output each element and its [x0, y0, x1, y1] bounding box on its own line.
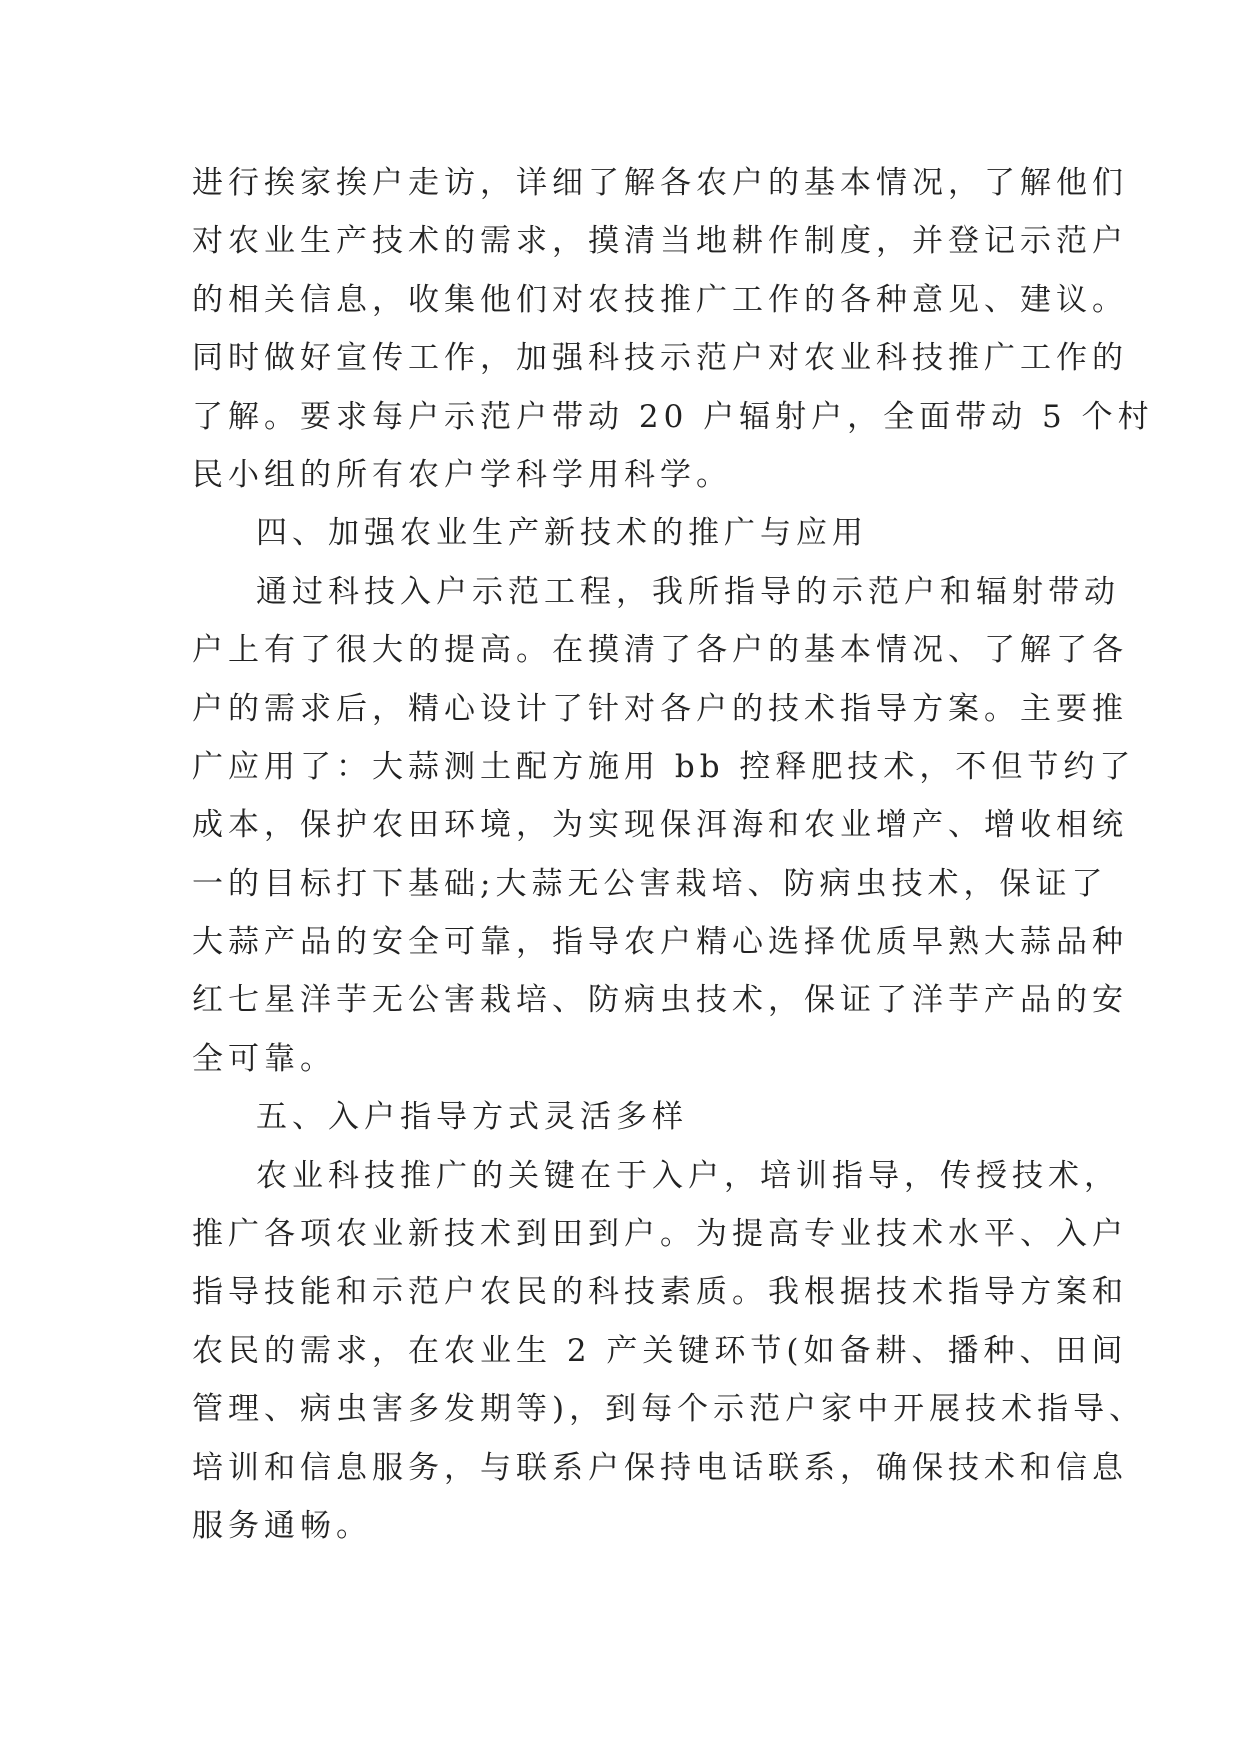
paragraph-line: 指导技能和示范户农民的科技素质。我根据技术指导方案和: [192, 1274, 1128, 1311]
paragraph-line: 广应用了：大蒜测土配方施用 bb 控释肥技术，不但节约了: [192, 748, 1136, 785]
paragraph-line: 红七星洋芋无公害栽培、防病虫技术，保证了洋芋产品的安: [192, 982, 1128, 1019]
paragraph-line: 一的目标打下基础;大蒜无公害栽培、防病虫技术，保证了: [192, 865, 1108, 902]
paragraph-line: 全可靠。: [192, 1040, 336, 1077]
paragraph-line: 培训和信息服务，与联系户保持电话联系，确保技术和信息: [192, 1449, 1128, 1486]
paragraph-line: 对农业生产技术的需求，摸清当地耕作制度，并登记示范户: [192, 223, 1128, 260]
paragraph-line: 管理、病虫害多发期等)，到每个示范户家中开展技术指导、: [192, 1391, 1146, 1428]
paragraph-line: 户的需求后，精心设计了针对各户的技术指导方案。主要推: [192, 690, 1128, 727]
paragraph-line: 通过科技入户示范工程，我所指导的示范户和辐射带动: [256, 573, 1120, 610]
document-body: [192, 154, 1154, 1555]
paragraph-line: 了解。要求每户示范户带动 20 户辐射户，全面带动 5 个村: [192, 398, 1154, 435]
paragraph-line: 同时做好宣传工作，加强科技示范户对农业科技推广工作的: [192, 340, 1128, 377]
paragraph-line: 户上有了很大的提高。在摸清了各户的基本情况、了解了各: [192, 632, 1128, 669]
paragraph-line: 服务通畅。: [192, 1507, 372, 1544]
paragraph-line: 的相关信息，收集他们对农技推广工作的各种意见、建议。: [192, 281, 1128, 318]
paragraph-line: 成本，保护农田环境，为实现保洱海和农业增产、增收相统: [192, 807, 1128, 844]
section-heading: 四、加强农业生产新技术的推广与应用: [256, 515, 868, 552]
paragraph-line: 进行挨家挨户走访，详细了解各农户的基本情况，了解他们: [192, 165, 1128, 201]
paragraph-line: 农业科技推广的关键在于入户，培训指导，传授技术，: [256, 1157, 1120, 1194]
paragraph-line: 大蒜产品的安全可靠，指导农户精心选择优质早熟大蒜品种: [192, 924, 1128, 961]
paragraph-line: 民小组的所有农户学科学用科学。: [192, 456, 732, 493]
paragraph-line: 农民的需求，在农业生 2 产关键环节(如备耕、播种、田间: [192, 1332, 1128, 1369]
paragraph-line: 推广各项农业新技术到田到户。为提高专业技术水平、入户: [192, 1216, 1128, 1253]
section-heading: 五、入户指导方式灵活多样: [256, 1099, 688, 1136]
